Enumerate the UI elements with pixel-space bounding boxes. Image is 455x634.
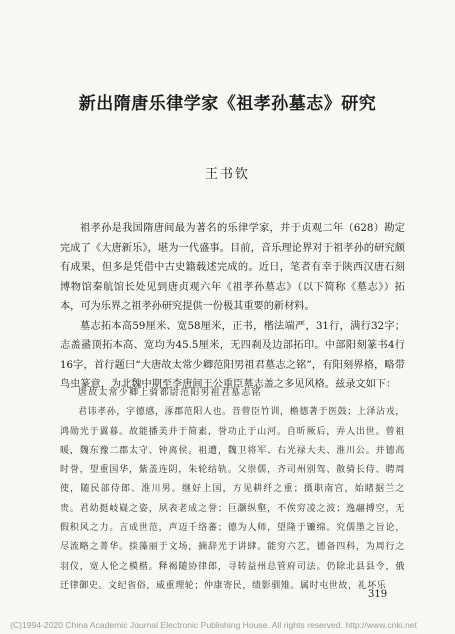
body-paragraph: 祖孝孙是我国隋唐间最为著名的乐律学家，并于贞观二年（628）勘定完成了《大唐新乐》，堪为一代盛事。目前，音乐理论界对于祖孝孙的研究颇有成果，但多是凭借中古史籍载述完成的。近日，笔者有幸于陕西汉唐石刻博物馆秦航馆长处见到唐贞观六年《祖孝孙墓志》（以下简称《墓志》）拓本，可为乐界之祖孝孙研究提供一份极其重要的新材料。 xyxy=(60,223,405,312)
inscription-text: 君讳孝孙，字德感，涿郡范阳人也。昔曾臣竹训，檐德著于医鼓；上泽沾戎，鸿勋光于翼暮。故能播美并于简素，誉功止于山河。自昕厥后，弄人出世。曾祖暖，魏东豫二郡太守、钟离侯。祖遭，魏卫将军、右光禄大夫、淮川公。并德高时誉，望重国华，紫盖连阴，朱轮结轨。父崇儒，齐司州别驾、散骑长侍、聘周使，随民部侍郎、淮川男。继好上国，方见耕纤之重；摄职南宫，始睹据兰之贵。君幼挺岐嶷之姿，夙表老成之誉；巨灏纵壑，不俟穷凌之波；逸翮搏空，无假积风之力。言成世范，声迈千络蕃；德为人师，望隆于镰绵。究儒墨之旨论，尽流略之菁华。掞藻丽于文场，摘辞光于讲肆。能穷六艺，德备四科，为周行之羽仪，宽人伦之模楷。释褐随协律郎，寻转益州总管府司法。仍除北县县令，俄迁律御史。文纪省俗，威重理轮；仲康寄民，绩影驯雉。属时屯世故，礼坏乐 xyxy=(60,407,405,591)
body-paragraph: 墓志拓本高59厘米、宽58厘米，正书，楷法端严，31行，满行32字；志盖盝顶拓本高、宽均为45.5厘米，无四刹及边部拓印。中部阳刻篆书4行16字，首行题曰“大唐故太常少卿范阳男祖君墓志之铭”，有阳刻界格，略带鸟虫篆意，为北魏中期至李唐间王公重臣墓志盖之多见风格。兹录文如下： xyxy=(60,320,405,390)
author-name: 王书钦 xyxy=(204,167,250,182)
inscription-transcript xyxy=(60,384,405,596)
copyright-footer: (C)1994-2020 China Academic Journal Electronic Publishing House. All rights reserved. http://www.cnki.net xyxy=(10,620,417,630)
article-title: 新出隋唐乐律学家《祖孝孙墓志》研究 xyxy=(78,94,377,114)
inscription-title: 唐故太常少卿上骑都尉范阳男祖君墓志铭 xyxy=(78,388,262,398)
page-number: 319 xyxy=(368,589,388,600)
article-body xyxy=(60,219,405,395)
